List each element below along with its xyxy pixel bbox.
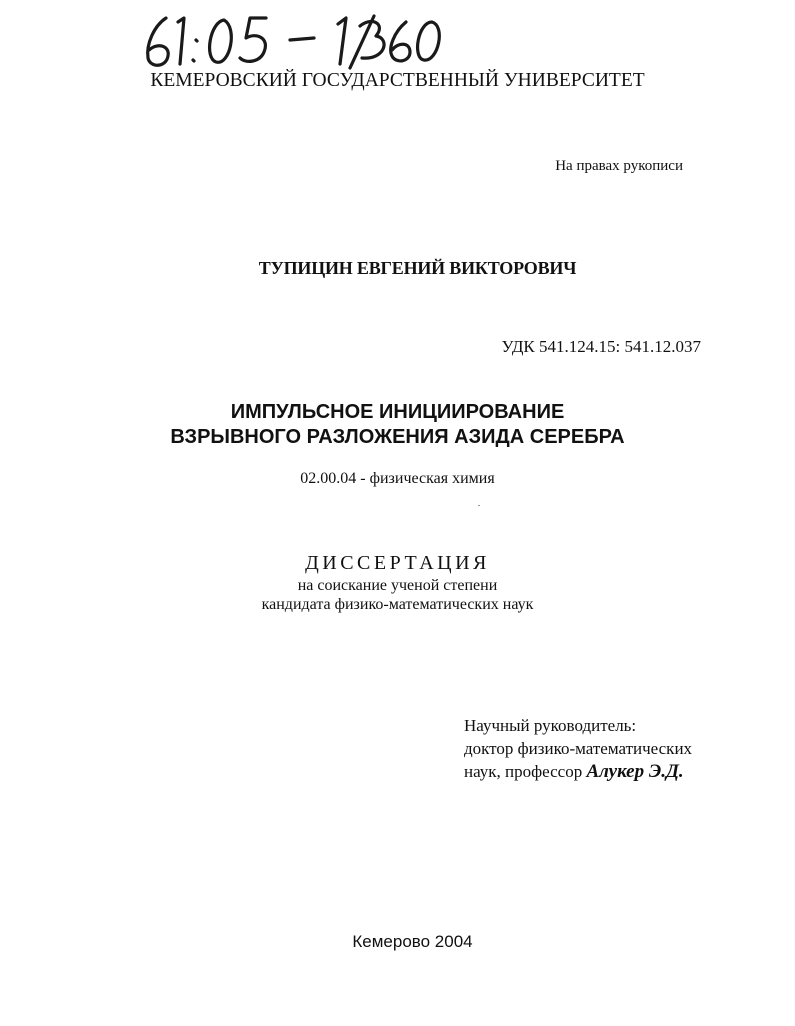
degree-line-1: на соискание ученой степени <box>297 577 498 594</box>
title-line-1: ИМПУЛЬСНОЕ ИНИЦИИРОВАНИЕ <box>230 401 565 423</box>
udk-code: УДК 541.124.15: 541.12.037 <box>501 337 701 356</box>
document-type-heading: ДИССЕРТАЦИЯ <box>305 552 490 574</box>
dissertation-title <box>0 400 795 450</box>
advisor-label: Научный руководитель: <box>464 716 637 735</box>
manuscript-rights-note: На правах рукописи <box>555 158 683 174</box>
city-year: Кемерово 2004 <box>352 932 473 951</box>
degree-description <box>0 576 795 614</box>
title-line-2: ВЗРЫВНОГО РАЗЛОЖЕНИЯ АЗИДА СЕРЕБРА <box>170 426 625 448</box>
scientific-advisor-block <box>464 714 692 783</box>
scan-speck <box>478 505 480 506</box>
advisor-title-line <box>464 760 692 783</box>
advisor-name: Алукер Э.Д. <box>586 761 684 782</box>
advisor-rank: наук, профессор <box>464 762 583 781</box>
degree-line-2: кандидата физико-математических наук <box>261 596 534 613</box>
author-name: ТУПИЦИН ЕВГЕНИЙ ВИКТОРОВИЧ <box>258 258 577 278</box>
specialty-code: 02.00.04 - физическая химия <box>300 470 495 487</box>
advisor-degree: доктор физико-математических <box>464 739 693 758</box>
handwritten-archive-number <box>140 14 450 70</box>
university-name: КЕМЕРОВСКИЙ ГОСУДАРСТВЕННЫЙ УНИВЕРСИТЕТ <box>150 70 645 91</box>
